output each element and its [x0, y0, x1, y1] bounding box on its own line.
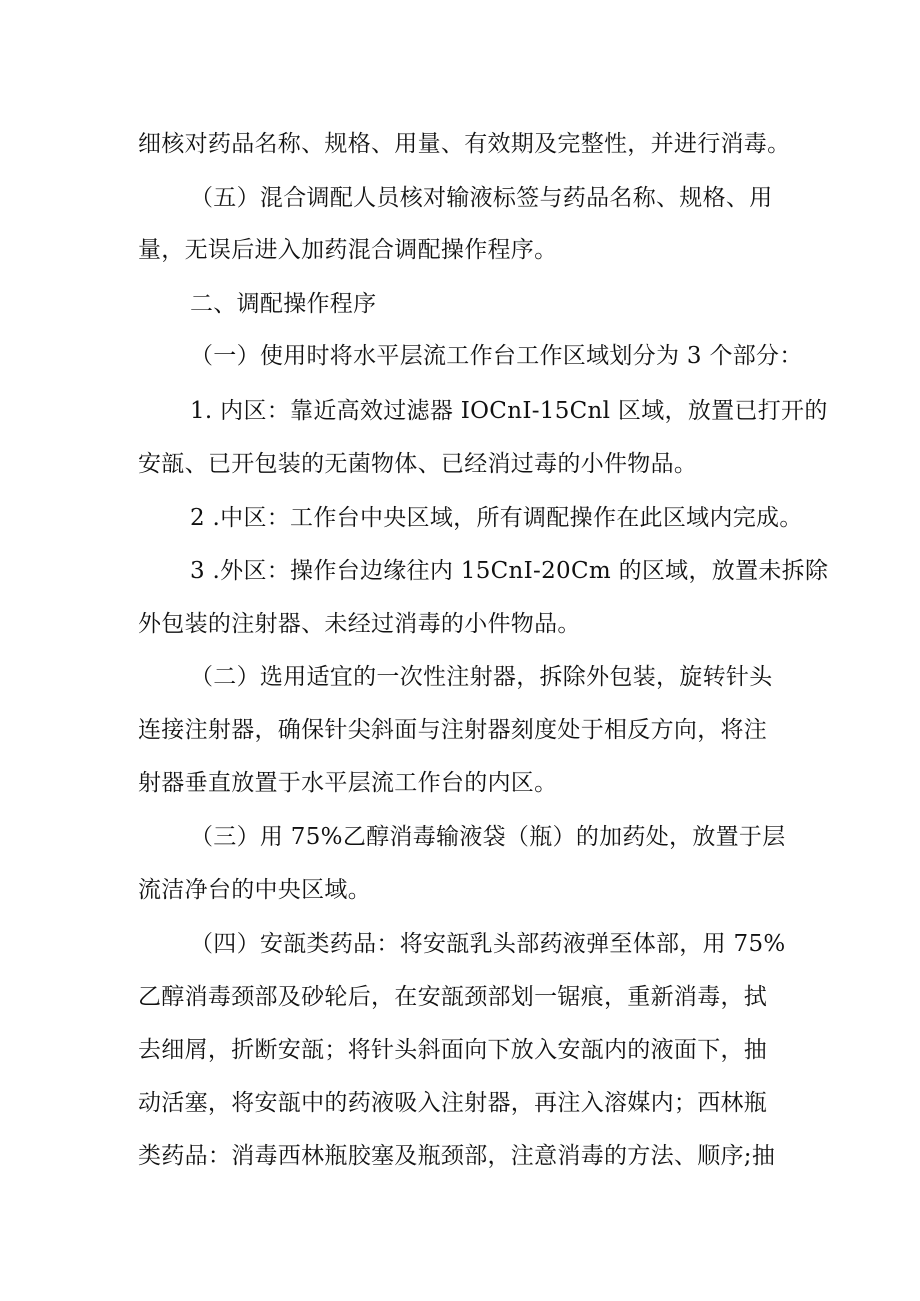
text-line: （一）使用时将水平层流工作台工作区域划分为 3 个部分：	[190, 343, 803, 369]
text-line: 安瓿、已开包装的无菌物体、已经消过毒的小件物品。	[138, 451, 698, 477]
text-line: 细核对药品名称、规格、用量、有效期及完整性，并进行消毒。	[138, 131, 791, 157]
text-line: 乙醇消毒颈部及砂轮后，在安瓿颈部划一锯痕，重新消毒，拭	[138, 984, 768, 1010]
text-line: 3 .外区：操作台边缘往内 15CnI-20Cm 的区域，放置未拆除	[190, 558, 829, 584]
text-line: 连接注射器，确保针尖斜面与注射器刻度处于相反方向，将注	[138, 717, 768, 743]
text-line: 2 .中区：工作台中央区域，所有调配操作在此区域内完成。	[190, 505, 803, 531]
text-line: 射器垂直放置于水平层流工作台的内区。	[138, 770, 558, 796]
section-heading: 二、调配操作程序	[190, 291, 377, 317]
text-line: （三）用 75%乙醇消毒输液袋（瓶）的加药处，放置于层	[190, 824, 786, 850]
text-line: 量，无误后进入加药混合调配操作程序。	[138, 237, 558, 263]
text-line: 流洁净台的中央区域。	[138, 877, 371, 903]
text-line: 1. 内区：靠近高效过滤器 IOCnI-15Cnl 区域，放置已打开的	[190, 398, 828, 424]
text-line: 动活塞，将安瓿中的药液吸入注射器，再注入溶媒内；西林瓶	[138, 1090, 768, 1116]
text-line: 去细屑，折断安瓿；将针头斜面向下放入安瓿内的液面下，抽	[138, 1037, 768, 1063]
text-line: （四）安瓿类药品：将安瓿乳头部药液弹至体部，用 75%	[190, 931, 786, 957]
text-line: （二）选用适宜的一次性注射器，拆除外包装，旋转针头	[190, 664, 773, 690]
text-line: 类药品：消毒西林瓶胶塞及瓶颈部，注意消毒的方法、顺序;抽	[138, 1143, 776, 1169]
text-line: 外包装的注射器、未经过消毒的小件物品。	[138, 611, 581, 637]
text-line: （五）混合调配人员核对输液标签与药品名称、规格、用	[190, 185, 773, 211]
